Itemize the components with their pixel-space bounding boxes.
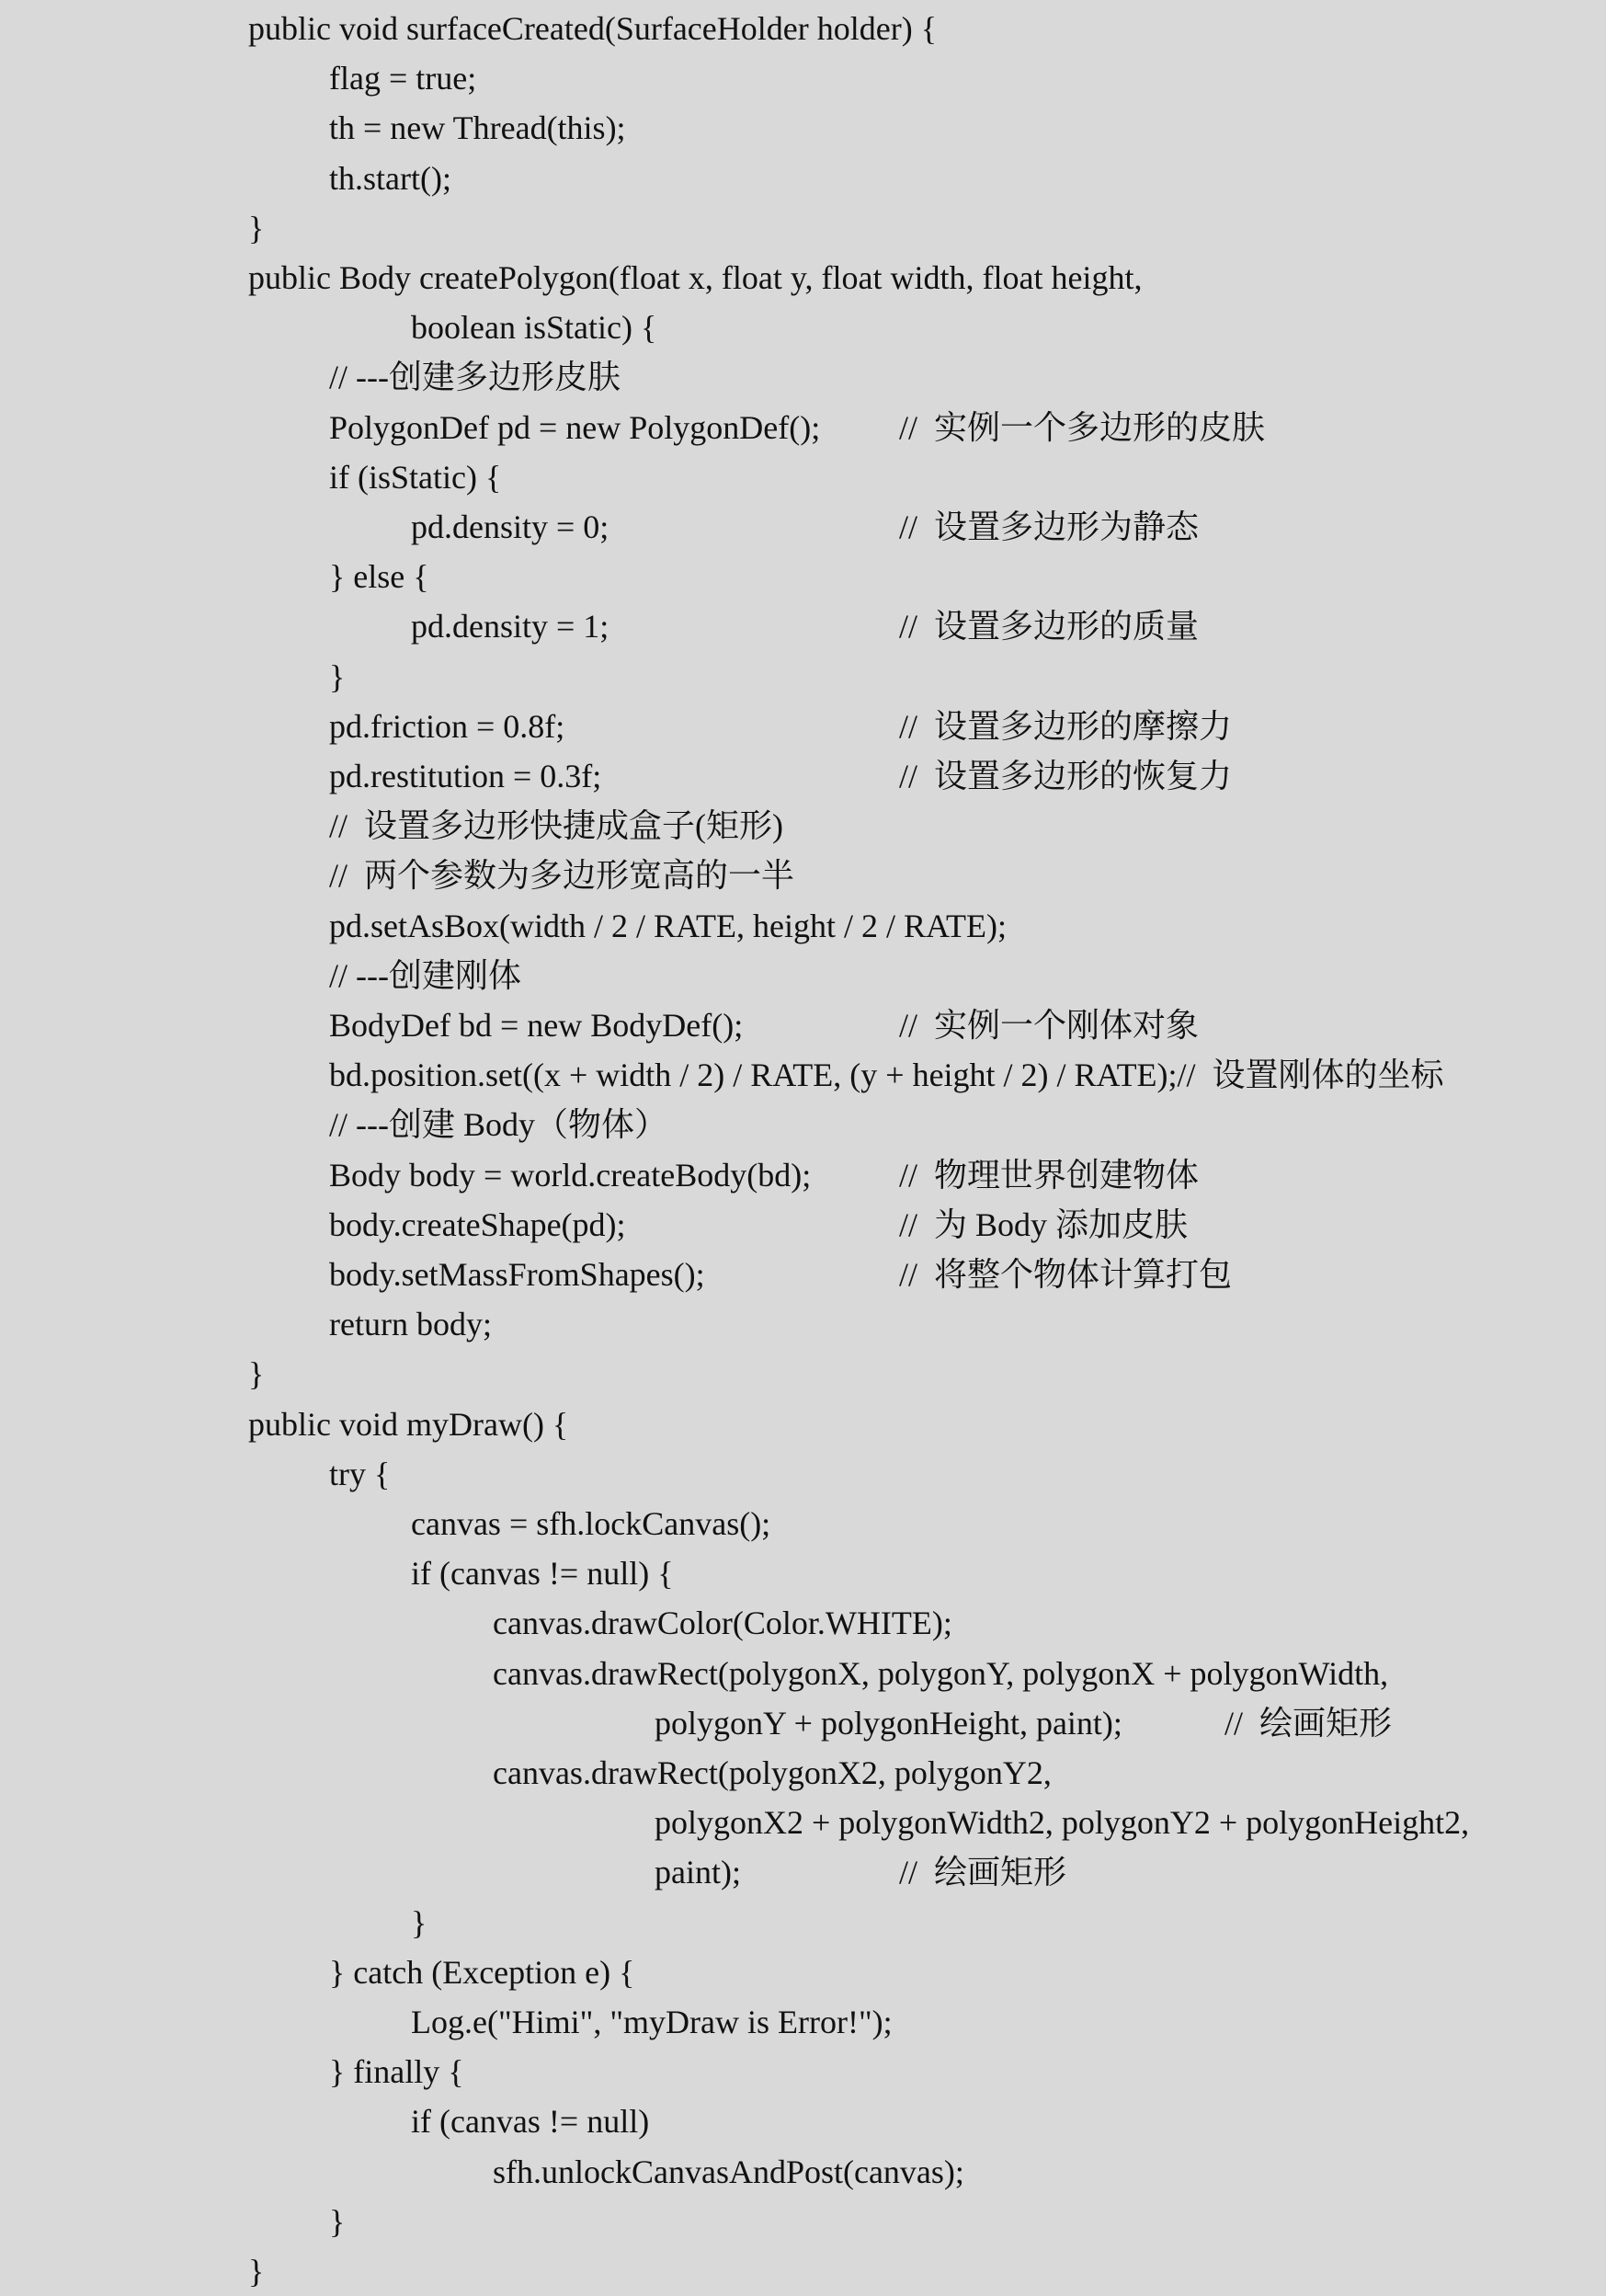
code-comment: // 设置多边形的恢复力 [899,758,1233,794]
code-line [0,1150,1606,1200]
code-line [0,2147,1606,2197]
code-comment: // 将整个物体计算打包 [899,1256,1233,1293]
code-text: body.setMassFromShapes(); [329,1256,705,1293]
code-line [0,1748,1606,1798]
code-line [0,2246,1606,2296]
code-comment: // 绘画矩形 [1224,1704,1393,1742]
code-text: pd.restitution = 0.3f; [329,758,602,794]
code-line [0,1598,1606,1648]
code-text: Body body = world.createBody(bd); [329,1156,812,1194]
code-text: canvas.drawColor(Color.WHITE); [493,1605,952,1642]
code-text: } [411,1903,427,1941]
code-line [0,154,1606,203]
code-text: pd.density = 1; [411,608,609,645]
code-text: } else { [329,558,429,596]
code-text: th = new Thread(this); [329,109,626,147]
code-comment: // 设置多边形为静态 [899,508,1200,545]
code-line [0,352,1606,402]
code-text: if (isStatic) { [329,458,502,496]
code-line [0,1847,1606,1897]
code-text: BodyDef bd = new BodyDef(); [329,1007,744,1044]
code-line [0,851,1606,900]
code-line [0,951,1606,1000]
code-text: canvas = sfh.lockCanvas(); [411,1505,771,1542]
code-line [0,1449,1606,1499]
code-line [0,1399,1606,1449]
code-text: pd.friction = 0.8f; [329,707,565,745]
code-line [0,1349,1606,1399]
code-comment: // 实例一个多边形的皮肤 [899,408,1266,446]
code-text: flag = true; [329,60,477,97]
code-text: } finally { [329,2053,464,2091]
code-line [0,1200,1606,1250]
code-text: PolygonDef pd = new PolygonDef(); [329,408,821,446]
code-comment: // 实例一个刚体对象 [899,1007,1200,1044]
code-line [0,1250,1606,1299]
code-text: bd.position.set((x + width / 2) / RATE, (y + height / 2) / RATE);// 设置刚体的坐标 [329,1057,1444,1094]
code-text: // ---创建刚体 [329,956,521,994]
code-text: try { [329,1455,391,1492]
code-line [0,751,1606,801]
code-line [0,652,1606,702]
code-text: pd.setAsBox(width / 2 / RATE, height / 2 / RATE); [329,907,1007,944]
code-line [0,901,1606,951]
code-text: canvas.drawRect(polygonX, polygonY, polygonX + polygonWidth, [493,1654,1389,1692]
code-comment: // 为 Body 添加皮肤 [899,1205,1189,1243]
code-comment: // 物理世界创建物体 [899,1156,1200,1194]
code-line [0,1948,1606,1997]
code-text: polygonX2 + polygonWidth2, polygonY2 + polygonHeight2, [655,1804,1470,1842]
code-line [0,702,1606,751]
code-line [0,1548,1606,1598]
code-line [0,103,1606,153]
code-text: boolean isStatic) { [411,309,657,347]
code-line [0,1798,1606,1847]
code-line [0,53,1606,103]
code-line [0,4,1606,53]
code-line [0,2197,1606,2246]
code-text: } [329,657,346,695]
code-text: if (canvas != null) [411,2103,650,2141]
code-text: sfh.unlockCanvasAndPost(canvas); [493,2153,964,2190]
code-comment: // 绘画矩形 [899,1854,1067,1891]
code-line [0,303,1606,352]
code-line [0,1698,1606,1748]
code-text: public void myDraw() { [248,1405,569,1443]
code-text: } [248,2253,265,2290]
code-text: canvas.drawRect(polygonX2, polygonY2, [493,1754,1052,1791]
code-line [0,403,1606,452]
code-line [0,1000,1606,1050]
code-text: // 设置多边形快捷成盒子(矩形) [329,807,783,845]
code-text: public void surfaceCreated(SurfaceHolder holder) { [248,10,937,47]
code-text: } [248,1355,265,1393]
code-comment: // 设置多边形的摩擦力 [899,707,1233,745]
code-line [0,1997,1606,2047]
code-text: polygonY + polygonHeight, paint); [655,1704,1122,1742]
code-line [0,502,1606,552]
code-line [0,552,1606,601]
code-line [0,452,1606,502]
code-text: if (canvas != null) { [411,1555,674,1593]
code-text: // ---创建多边形皮肤 [329,359,621,396]
code-text: } [329,2202,346,2240]
code-comment: // 设置多边形的质量 [899,608,1200,645]
code-line [0,1050,1606,1100]
code-line [0,1898,1606,1948]
code-text: body.createShape(pd); [329,1205,626,1243]
code-line [0,1299,1606,1349]
code-text: th.start(); [329,159,451,197]
code-line [0,1499,1606,1548]
code-line [0,2096,1606,2146]
code-text: // ---创建 Body（物体） [329,1106,667,1144]
code-text: } [248,209,265,246]
code-text: paint); [655,1854,741,1891]
code-text: // 两个参数为多边形宽高的一半 [329,857,795,895]
code-line [0,253,1606,303]
code-text: Log.e("Himi", "myDraw is Error!"); [411,2004,893,2040]
code-line [0,801,1606,851]
code-line [0,203,1606,253]
code-line [0,1649,1606,1698]
code-text: return body; [329,1306,492,1343]
code-line [0,2047,1606,2096]
code-text: pd.density = 0; [411,508,609,545]
code-text: public Body createPolygon(float x, float y, float width, float height, [248,259,1143,296]
code-text: } catch (Exception e) { [329,1953,635,1991]
code-line [0,601,1606,651]
code-line [0,1100,1606,1149]
